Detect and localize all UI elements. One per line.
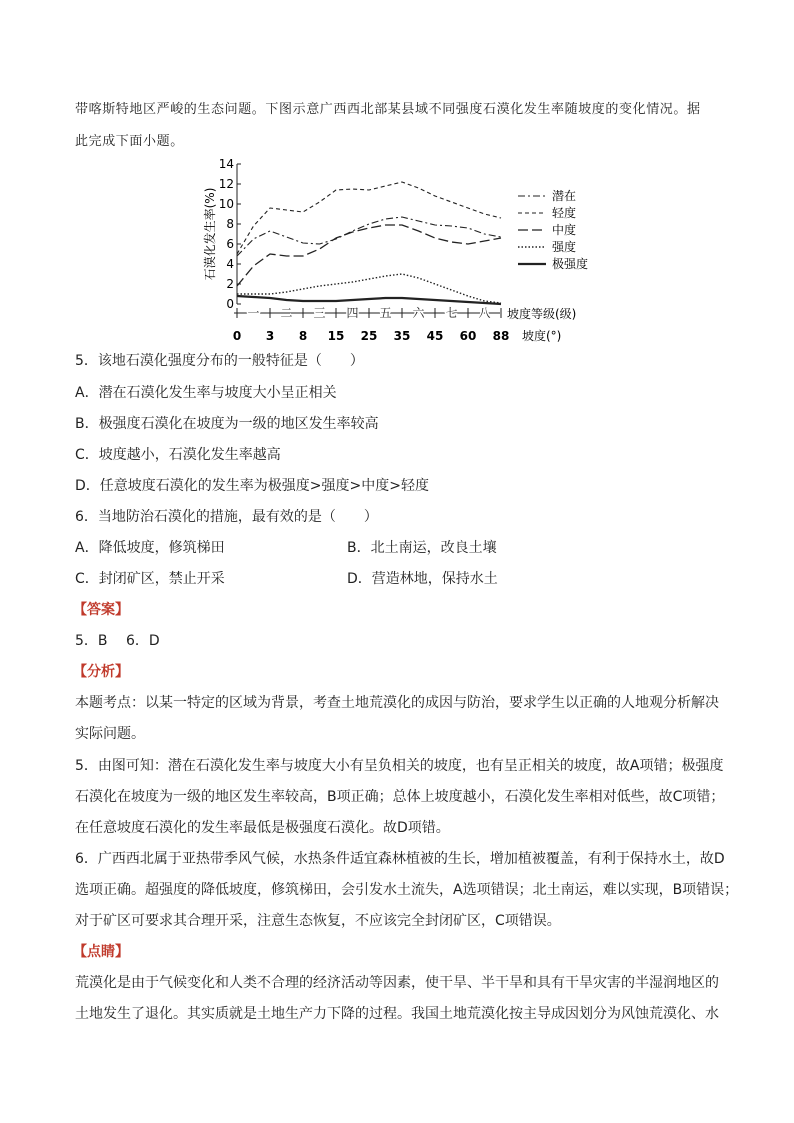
slope-tick-label: 25 [360, 329, 378, 343]
answer-text: 5．B 6．D [75, 633, 160, 649]
slope-tick-label: 35 [393, 329, 411, 343]
legend-label: 强度 [552, 240, 577, 254]
q6-stem: 6．当地防治石漠化的措施，最有效的是（ ） [75, 509, 378, 525]
intro-line-2: 此完成下面小题。 [75, 134, 184, 149]
grade-label: 五 [379, 306, 392, 320]
grade-label: 二 [280, 306, 293, 320]
y-tick-label: 2 [226, 277, 234, 291]
y-tick-label: 6 [226, 237, 234, 251]
grade-label: 七 [445, 306, 458, 320]
analysis-line: 石漠化在坡度为一级的地区发生率较高，B项正确；总体上坡度越小，石漠化发生率相对低些，故C项错； [75, 789, 725, 805]
slope-tick-label: 88 [492, 329, 510, 343]
grade-label: 一 [247, 306, 260, 320]
q6-option-d: D．营造林地，保持水土 [347, 571, 498, 587]
q5-option-a: A．潜在石漠化发生率与坡度大小呈正相关 [75, 385, 337, 401]
y-tick-label: 14 [218, 157, 234, 171]
slope-ticks [233, 329, 510, 343]
tip-line: 荒漠化是由于气候变化和人类不合理的经济活动等因素，使干旱、半干旱和具有干旱灾害的半湿润地区的 [75, 975, 719, 991]
analysis-line: 6．广西西北属于亚热带季风气候，水热条件适宜森林植被的生长，增加植被覆盖，有利于保持水土，故D [75, 851, 725, 867]
legend [518, 188, 588, 271]
grade-label: 六 [412, 306, 425, 320]
q5-option-b: B．极强度石漠化在坡度为一级的地区发生率较高 [75, 416, 379, 432]
y-tick-label: 0 [226, 297, 234, 311]
grade-label: 八 [478, 306, 491, 320]
legend-label: 轻度 [552, 206, 577, 220]
legend-label: 中度 [552, 223, 577, 237]
analysis-heading: 【分析】 [73, 664, 129, 680]
y-tick-label: 4 [226, 257, 234, 271]
q6-option-b: B．北土南运，改良土壤 [347, 540, 497, 556]
grade-label: 三 [313, 306, 326, 320]
slope-axis-label: 坡度(°) [522, 329, 562, 343]
desertification-chart [200, 152, 600, 344]
series-line [237, 225, 501, 286]
slope-tick-label: 0 [232, 329, 242, 343]
analysis-line: 实际问题。 [75, 726, 145, 742]
legend-label: 极强度 [552, 257, 589, 271]
slope-tick-label: 8 [298, 329, 308, 343]
slope-tick-label: 60 [459, 329, 477, 343]
y-tick-label: 12 [218, 177, 234, 191]
q5-stem: 5．该地石漠化强度分布的一般特征是（ ） [75, 353, 364, 369]
answer-heading: 【答案】 [73, 602, 129, 618]
analysis-line: 5．由图可知：潜在石漠化发生率与坡度大小有呈负相关的坡度，也有呈正相关的坡度，故A项错；极强度 [75, 758, 724, 774]
y-axis-label: 石漠化发生率(%) [203, 187, 217, 281]
analysis-line: 选项正确。超强度的降低坡度，修筑梯田，会引发水土流失，A选项错误；北土南运，难以实现，B项错误； [75, 882, 739, 898]
grade-axis-label: 坡度等级(级) [507, 307, 577, 321]
series-line [237, 217, 501, 256]
tip-heading: 【点睛】 [73, 944, 129, 960]
analysis-line: 本题考点：以某一特定的区域为背景，考查土地荒漠化的成因与防治，要求学生以正确的人地观分析解决 [75, 695, 719, 711]
y-tick-label: 8 [226, 217, 234, 231]
intro-line-1: 带喀斯特地区严峻的生态问题。下图示意广西西北部某县域不同强度石漠化发生率随坡度的变化情况。据 [75, 102, 701, 117]
slope-tick-label: 3 [265, 329, 275, 343]
legend-label: 潜在 [552, 189, 577, 203]
q6-option-a: A．降低坡度，修筑梯田 [75, 540, 225, 556]
analysis-line: 在任意坡度石漠化的发生率最低是极强度石漠化。故D项错。 [75, 820, 450, 836]
analysis-line: 对于矿区可要求其合理开采，注意生态恢复，不应该完全封闭矿区，C项错误。 [75, 913, 561, 929]
slope-tick-label: 15 [327, 329, 345, 343]
q5-option-d: D．任意坡度石漠化的发生率为极强度>强度>中度>轻度 [75, 478, 429, 494]
series-lines [237, 182, 501, 304]
q6-option-c: C．封闭矿区，禁止开采 [75, 571, 225, 587]
series-line [237, 296, 501, 304]
grade-label: 四 [346, 306, 359, 320]
tip-line: 土地发生了退化。其实质就是土地生产力下降的过程。我国土地荒漠化按主导成因划分为风蚀荒漠化、水 [75, 1006, 719, 1022]
slope-tick-label: 45 [426, 329, 444, 343]
y-tick-label: 10 [218, 197, 234, 211]
y-ticks [219, 157, 241, 311]
q5-option-c: C．坡度越小，石漠化发生率越高 [75, 447, 281, 463]
